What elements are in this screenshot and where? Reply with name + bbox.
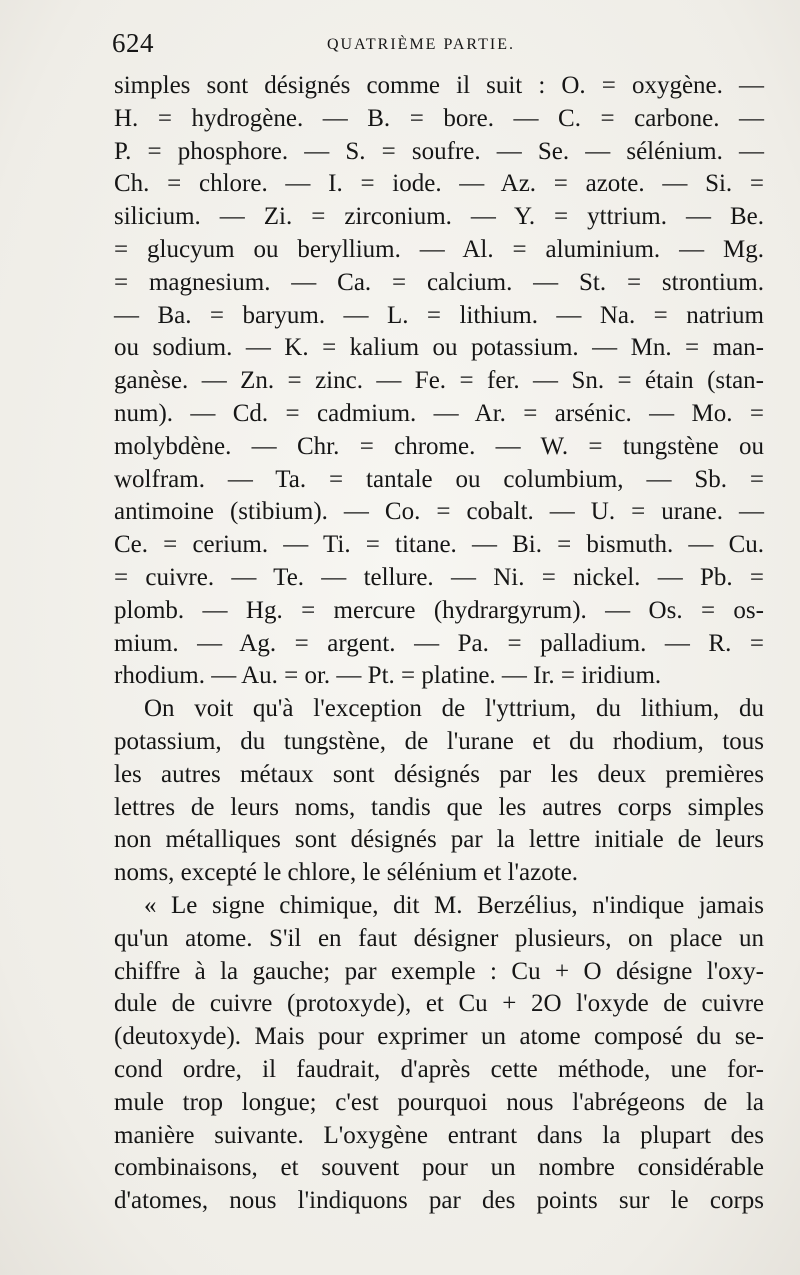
text-line: qu'un atome. S'il en faut désigner plusieurs, on place un — [114, 924, 764, 952]
text-line: rhodium. — Au. = or. — Pt. = platine. — Ir. = iridium. — [114, 662, 662, 690]
running-head: QUATRIÈME PARTIE. — [327, 36, 516, 53]
text-line: = magnesium. — Ca. = calcium. — St. = strontium. — [114, 268, 764, 296]
text-line: non métalliques sont désignés par la lettre initiale de leurs — [114, 826, 764, 854]
text-line: mium. — Ag. = argent. — Pa. = palladium. — R. = — [114, 629, 764, 657]
text-line: Ce. = cerium. — Ti. = titane. — Bi. = bismuth. — Cu. — [114, 531, 764, 559]
text-line: « Le signe chimique, dit M. Berzélius, n'indique jamais — [144, 891, 764, 919]
text-line: silicium. — Zi. = zirconium. — Y. = yttrium. — Be. — [114, 203, 764, 231]
text-line: num). — Cd. = cadmium. — Ar. = arsénic. — Mo. = — [114, 399, 764, 427]
text-line: = glucyum ou beryllium. — Al. = aluminium. — Mg. — [114, 235, 764, 263]
text-line: dule de cuivre (protoxyde), et Cu + 2O l'oxyde de cuivre — [114, 990, 764, 1018]
body-text — [114, 70, 764, 1218]
text-line: H. = hydrogène. — B. = bore. — C. = carbone. — — [114, 104, 764, 132]
text-line: mule trop longue; c'est pourquoi nous l'abrégeons de la — [114, 1088, 764, 1116]
text-line: combinaisons, et souvent pour un nombre considérable — [114, 1154, 764, 1182]
text-line: molybdène. — Chr. = chrome. — W. = tungstène ou — [114, 432, 764, 460]
text-line: manière suivante. L'oxygène entrant dans la plupart des — [114, 1121, 764, 1149]
text-line: les autres métaux sont désignés par les deux premières — [114, 760, 764, 788]
text-line: Ch. = chlore. — I. = iode. — Az. = azote. — Si. = — [114, 170, 764, 198]
page-header — [112, 28, 762, 62]
text-line: — Ba. = baryum. — L. = lithium. — Na. = natrium — [114, 301, 764, 329]
text-line: chiffre à la gauche; par exemple : Cu + O désigne l'oxy- — [114, 957, 764, 985]
text-line: cond ordre, il faudrait, d'après cette méthode, une for- — [114, 1055, 764, 1083]
text-line: plomb. — Hg. = mercure (hydrargyrum). — Os. = os- — [114, 596, 764, 624]
text-line: (deutoxyde). Mais pour exprimer un atome composé du se- — [114, 1023, 764, 1051]
text-line: noms, excepté le chlore, le sélénium et l'azote. — [114, 859, 579, 887]
page-number: 624 — [112, 28, 154, 58]
text-line: = cuivre. — Te. — tellure. — Ni. = nickel. — Pb. = — [114, 563, 764, 591]
text-line: lettres de leurs noms, tandis que les autres corps simples — [114, 793, 764, 821]
text-line: ganèse. — Zn. = zinc. — Fe. = fer. — Sn. = étain (stan- — [114, 367, 764, 395]
text-line: wolfram. — Ta. = tantale ou columbium, — Sb. = — [114, 465, 764, 493]
text-line: antimoine (stibium). — Co. = cobalt. — U. = urane. — — [114, 498, 764, 526]
text-line: ou sodium. — K. = kalium ou potassium. — Mn. = man- — [114, 334, 764, 362]
text-line: P. = phosphore. — S. = soufre. — Se. — sélénium. — — [114, 137, 764, 165]
text-line: potassium, du tungstène, de l'urane et du rhodium, tous — [114, 727, 764, 755]
text-line: simples sont désignés comme il suit : O. = oxygène. — — [114, 72, 764, 99]
text-line: On voit qu'à l'exception de l'yttrium, du lithium, du — [144, 695, 764, 723]
text-line: d'atomes, nous l'indiquons par des points sur le corps — [114, 1187, 764, 1215]
